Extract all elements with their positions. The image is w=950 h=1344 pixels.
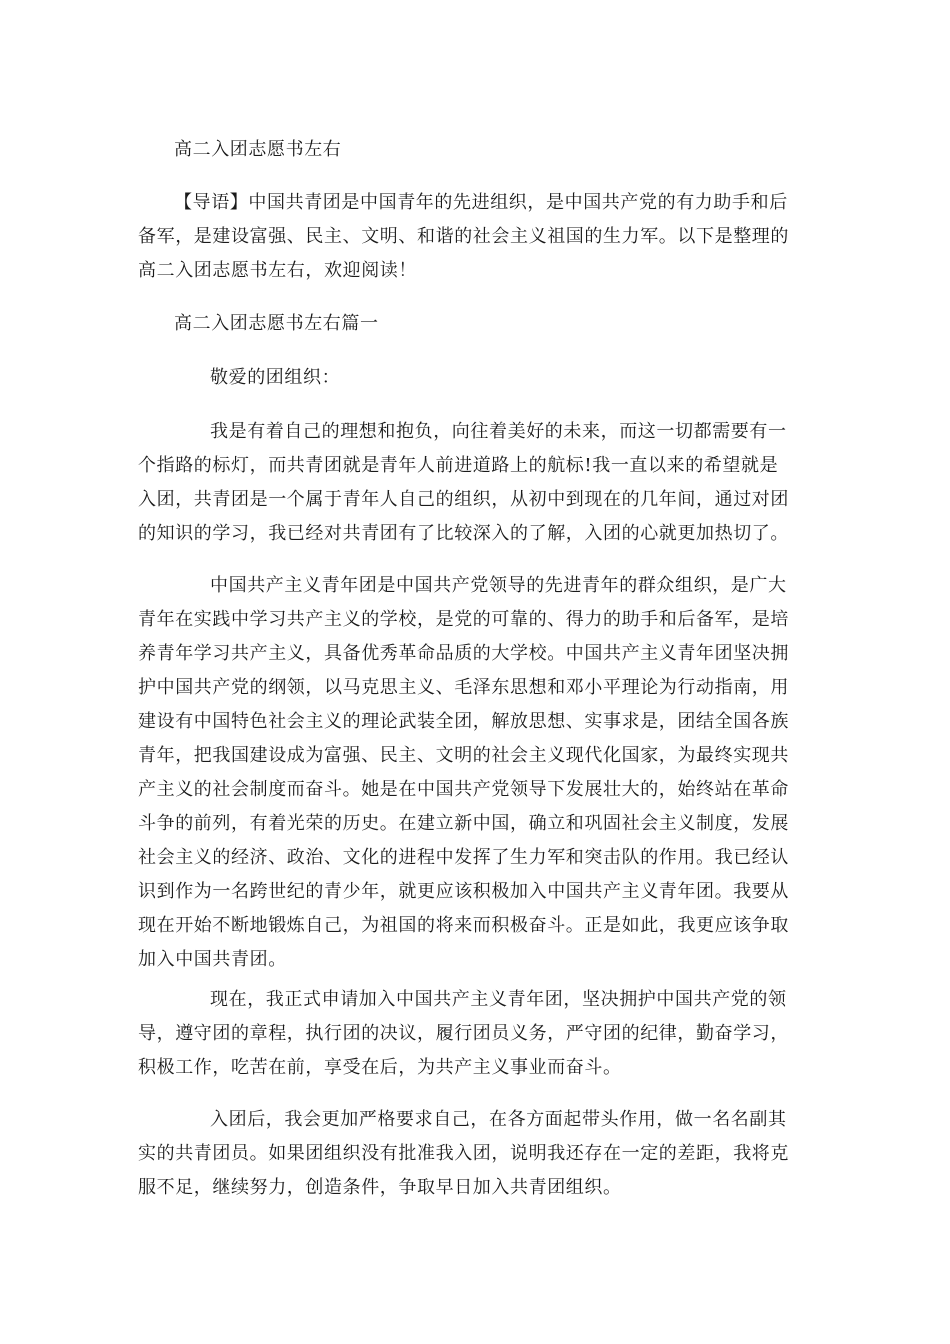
salutation-text: 敬爱的团组织： [210,367,341,388]
paragraph-line: 社会主义的经济、政治、文化的进程中发挥了生力军和突击队的作用。我已经认 [138,847,789,868]
salutation [138,361,810,395]
intro-line: 【导语】中国共青团是中国青年的先进组织，是中国共产党的有力助手和后 [174,192,788,213]
paragraph-line: 实的共青团员。如果团组织没有批准我入团，说明我还存在一定的差距，我将克 [138,1143,789,1164]
section-title-text: 高二入团志愿书左右篇一 [174,313,379,334]
intro-line: 备军，是建设富强、民主、文明、和谐的社会主义祖国的生力军。以下是整理的 [138,226,789,247]
intro-paragraph [138,186,810,288]
paragraph-line: 个指路的标灯，而共青团就是青年人前进道路上的航标!我一直以来的希望就是 [138,455,779,476]
body-paragraph-3 [138,983,810,1085]
paragraph-line: 中国共产主义青年团是中国共产党领导的先进青年的群众组织，是广大 [210,575,787,596]
body-paragraph-4 [138,1103,810,1205]
paragraph-line: 护中国共产党的纲领，以马克思主义、毛泽东思想和邓小平理论为行动指南，用 [138,677,789,698]
section-title [138,307,846,341]
intro-line: 高二入团志愿书左右，欢迎阅读！ [138,260,417,281]
paragraph-line: 服不足，继续努力，创造条件，争取早日加入共青团组织。 [138,1177,622,1198]
paragraph-line: 入团后，我会更加严格要求自己，在各方面起带头作用，做一名名副其 [210,1109,787,1130]
paragraph-line: 识到作为一名跨世纪的青少年，就更应该积极加入中国共产主义青年团。我要从 [138,881,789,902]
document-title [138,133,846,167]
paragraph-line: 斗争的前列，有着光荣的历史。在建立新中国，确立和巩固社会主义制度，发展 [138,813,789,834]
body-paragraph-1 [138,415,810,551]
paragraph-line: 养青年学习共产主义，具备优秀革命品质的大学校。中国共产主义青年团坚决拥 [138,643,789,664]
paragraph-line: 入团，共青团是一个属于青年人自己的组织，从初中到现在的几年间，通过对团 [138,489,789,510]
body-paragraph-2 [138,569,810,977]
title-text: 高二入团志愿书左右 [174,139,342,160]
paragraph-line: 我是有着自己的理想和抱负，向往着美好的未来，而这一切都需要有一 [210,421,787,442]
paragraph-line: 产主义的社会制度而奋斗。她是在中国共产党领导下发展壮大的，始终站在革命 [138,779,789,800]
paragraph-line: 积极工作，吃苦在前，享受在后，为共产主义事业而奋斗。 [138,1057,622,1078]
paragraph-line: 的知识的学习，我已经对共青团有了比较深入的了解，入团的心就更加热切了。 [138,523,789,544]
paragraph-line: 现在，我正式申请加入中国共产主义青年团，坚决拥护中国共产党的领 [210,989,787,1010]
paragraph-line: 建设有中国特色社会主义的理论武装全团，解放思想、实事求是，团结全国各族 [138,711,789,732]
paragraph-line: 现在开始不断地锻炼自己，为祖国的将来而积极奋斗。正是如此，我更应该争取 [138,915,789,936]
paragraph-line: 青年在实践中学习共产主义的学校，是党的可靠的、得力的助手和后备军，是培 [138,609,789,630]
paragraph-line: 加入中国共青团。 [138,949,287,970]
paragraph-line: 导，遵守团的章程，执行团的决议，履行团员义务，严守团的纪律，勤奋学习， [138,1023,789,1044]
paragraph-line: 青年，把我国建设成为富强、民主、文明的社会主义现代化国家，为最终实现共 [138,745,789,766]
